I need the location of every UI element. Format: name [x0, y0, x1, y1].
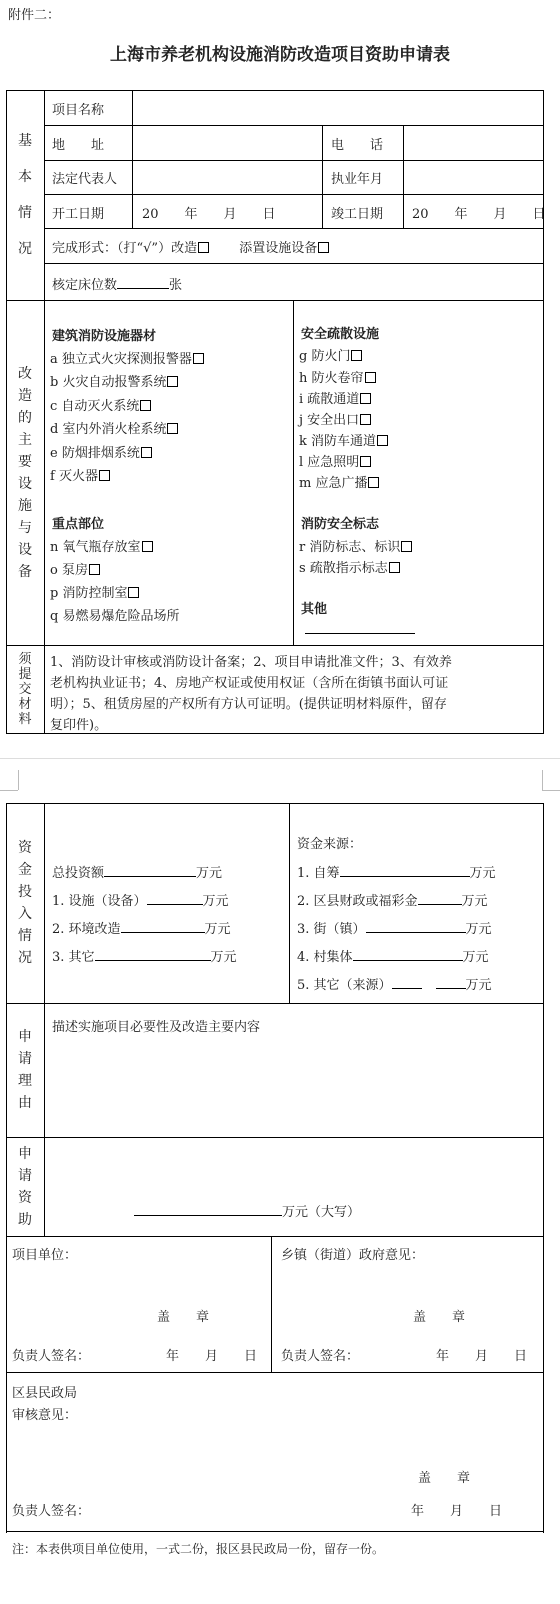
- project-unit-signer: 负责人签名：: [12, 1349, 91, 1364]
- total-investment-input[interactable]: [104, 864, 196, 877]
- other-input[interactable]: [305, 633, 415, 634]
- facility-item-a: a 独立式火灾探测报警器: [50, 348, 204, 367]
- evac-j-checkbox[interactable]: [360, 414, 371, 425]
- district-seal: 盖 章: [418, 1471, 471, 1486]
- town-opinion-date[interactable]: 年 月 日: [436, 1349, 528, 1364]
- sign-item-r: r 消防标志、标识: [299, 536, 412, 555]
- district-signer: 负责人签名：: [12, 1504, 91, 1519]
- facility-b-checkbox[interactable]: [167, 376, 178, 387]
- materials-line-1: 1、消防设计审核或消防设计备案；2、项目申请批准文件；3、有效养: [50, 655, 452, 670]
- reason-prompt: 描述实施项目必要性及改造主要内容: [52, 1020, 261, 1035]
- facility-item-e: e 防烟排烟系统: [50, 442, 152, 461]
- key-areas-heading: 重点部位: [52, 517, 105, 532]
- evac-h-checkbox[interactable]: [365, 372, 376, 383]
- facility-item-b: b 火灾自动报警系统: [50, 371, 178, 390]
- evacuation-heading: 安全疏散设施: [301, 327, 380, 342]
- district-date[interactable]: 年 月 日: [411, 1504, 503, 1519]
- source-self: 1. 自筹 万元: [297, 866, 496, 881]
- beds-line: 核定床位数 张: [52, 278, 183, 293]
- source-other-amount[interactable]: [436, 976, 466, 989]
- start-date-value[interactable]: 20 年 月 日: [142, 207, 276, 222]
- evac-m-checkbox[interactable]: [368, 477, 379, 488]
- completion-form: 完成形式：（打“√”）改造 添置设施设备: [52, 237, 329, 256]
- district-label-2: 审核意见：: [12, 1408, 78, 1423]
- source-other-input[interactable]: [392, 976, 422, 989]
- attachment-label: 附件二：: [8, 8, 61, 23]
- materials-line-2: 老机构执业证书；4、房地产权证或使用权证（含所在街镇书面认可证: [50, 676, 449, 691]
- reason-field[interactable]: [48, 1036, 538, 1132]
- sign-item-s: s 疏散指示标志: [299, 557, 400, 576]
- grant-section-label: 申 请 资 助: [18, 1145, 32, 1228]
- beds-input[interactable]: [117, 276, 169, 289]
- evac-item-m: m 应急广播: [299, 472, 379, 491]
- end-date-label: 竣工日期: [331, 207, 384, 222]
- key-item-q: q 易燃易爆危险品场所: [50, 609, 180, 624]
- facility-f-checkbox[interactable]: [99, 470, 110, 481]
- environment-investment: 2. 环境改造 万元: [52, 922, 231, 937]
- environment-investment-input[interactable]: [121, 920, 205, 933]
- funding-section-label: 资 金 投 入 情 况: [18, 840, 32, 966]
- page-break: [0, 760, 560, 772]
- other-investment: 3. 其它 万元: [52, 950, 237, 965]
- total-investment: 总投资额 万元: [52, 866, 223, 881]
- evac-l-checkbox[interactable]: [360, 456, 371, 467]
- district-label-1: 区县民政局: [12, 1386, 78, 1401]
- phone-field[interactable]: [405, 127, 541, 158]
- project-name-field[interactable]: [134, 92, 541, 123]
- address-field[interactable]: [134, 127, 320, 158]
- facility-e-checkbox[interactable]: [141, 447, 152, 458]
- key-item-o: o 泵房: [50, 559, 100, 578]
- sign-r-checkbox[interactable]: [401, 541, 412, 552]
- source-finance-input[interactable]: [418, 892, 462, 905]
- evac-item-j: j 安全出口: [299, 409, 371, 428]
- building-fire-heading: 建筑消防设施器材: [52, 329, 157, 344]
- facility-d-checkbox[interactable]: [167, 423, 178, 434]
- source-village: 4. 村集体 万元: [297, 950, 489, 965]
- town-opinion-signer: 负责人签名：: [281, 1349, 360, 1364]
- key-n-checkbox[interactable]: [142, 541, 153, 552]
- other-heading: 其他: [301, 602, 328, 617]
- evac-k-checkbox[interactable]: [377, 435, 388, 446]
- facility-investment-input[interactable]: [147, 892, 203, 905]
- project-unit-date[interactable]: 年 月 日: [166, 1349, 258, 1364]
- grant-amount-input[interactable]: [134, 1203, 282, 1216]
- legal-rep-label: 法定代表人: [52, 172, 118, 187]
- renovation-checkbox[interactable]: [198, 242, 209, 253]
- town-opinion-label: 乡镇（街道）政府意见：: [281, 1248, 425, 1263]
- end-date-value[interactable]: 20 年 月 日: [412, 207, 546, 222]
- evac-item-k: k 消防车通道: [299, 430, 388, 449]
- source-other: 5. 其它（来源） 万元: [297, 978, 492, 993]
- evac-item-i: i 疏散通道: [299, 388, 371, 407]
- footnote: 注：本表供项目单位使用，一式二份，报区县民政局一份，留存一份。: [12, 1542, 385, 1556]
- address-label: 地 址: [52, 138, 105, 153]
- key-item-p: p 消防控制室: [50, 582, 139, 601]
- project-name-label: 项目名称: [52, 103, 105, 118]
- license-years-label: 执业年月: [331, 172, 384, 187]
- facility-item-d: d 室内外消火栓系统: [50, 418, 178, 437]
- project-unit-seal: 盖 章: [157, 1310, 210, 1325]
- facility-item-f: f 灭火器: [50, 465, 110, 484]
- key-p-checkbox[interactable]: [128, 587, 139, 598]
- source-finance: 2. 区县财政或福彩金 万元: [297, 894, 488, 909]
- key-o-checkbox[interactable]: [89, 564, 100, 575]
- other-investment-input[interactable]: [95, 948, 211, 961]
- basic-section-label: 基 本 情 况: [18, 133, 32, 257]
- evac-item-l: l 应急照明: [299, 451, 371, 470]
- materials-section-label: 须 提 交 材 料: [18, 651, 32, 727]
- page-title: 上海市养老机构设施消防改造项目资助申请表: [110, 45, 450, 65]
- evac-g-checkbox[interactable]: [351, 350, 362, 361]
- materials-line-4: 复印件)。: [50, 718, 108, 733]
- source-village-input[interactable]: [353, 948, 463, 961]
- legal-rep-field[interactable]: [134, 162, 320, 192]
- phone-label: 电 话: [331, 138, 384, 153]
- license-years-field[interactable]: [405, 162, 541, 192]
- project-unit-label: 项目单位：: [12, 1248, 78, 1263]
- source-street-input[interactable]: [366, 920, 466, 933]
- fire-signs-heading: 消防安全标志: [301, 517, 380, 532]
- grant-amount: 万元（大写）: [134, 1201, 360, 1220]
- funding-source-heading: 资金来源：: [297, 837, 363, 852]
- source-street: 3. 街（镇） 万元: [297, 922, 492, 937]
- facility-c-checkbox[interactable]: [140, 400, 151, 411]
- start-date-label: 开工日期: [52, 207, 105, 222]
- materials-line-3: 明）；5、租赁房屋的产权所有方认可证明。(提供证明材料原件，留存: [50, 697, 447, 712]
- key-item-n: n 氧气瓶存放室: [50, 536, 153, 555]
- reason-section-label: 申 请 理 由: [18, 1029, 32, 1111]
- facility-a-checkbox[interactable]: [193, 353, 204, 364]
- facilities-section-label: 改 造 的 主 要 设 施 与 设 备: [18, 365, 32, 580]
- town-opinion-seal: 盖 章: [413, 1310, 466, 1325]
- facility-item-c: c 自动灭火系统: [50, 395, 151, 414]
- sign-s-checkbox[interactable]: [389, 562, 400, 573]
- evac-item-g: g 防火门: [299, 345, 362, 364]
- add-equipment-checkbox[interactable]: [318, 242, 329, 253]
- source-self-input[interactable]: [340, 864, 470, 877]
- evac-i-checkbox[interactable]: [360, 393, 371, 404]
- evac-item-h: h 防火卷帘: [299, 367, 376, 386]
- facility-investment: 1. 设施（设备） 万元: [52, 894, 229, 909]
